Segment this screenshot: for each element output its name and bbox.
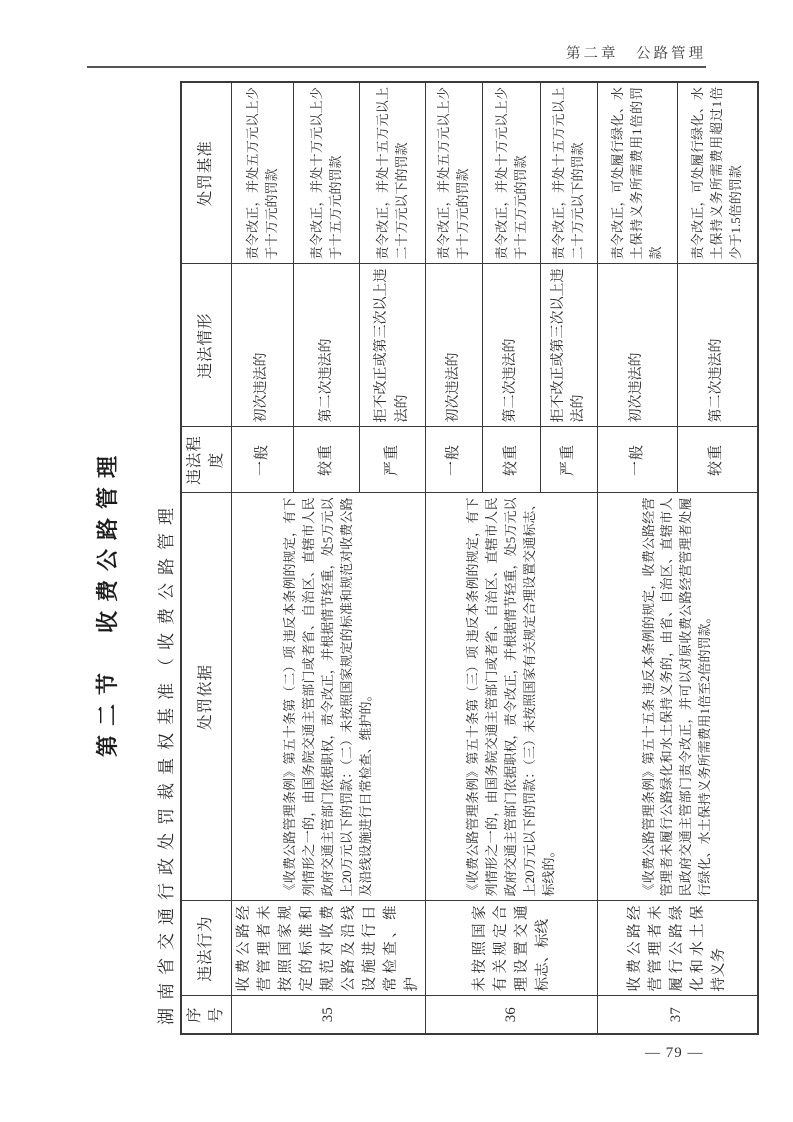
penalty-benchmark-table xyxy=(180,81,759,1035)
cell-degree: 较重 xyxy=(678,427,758,493)
cell-behavior-37: 收费公路经营管理者未履行公路绿化和水土保持义务 xyxy=(598,901,758,996)
col-header-no: 序号 xyxy=(181,996,231,1034)
cell-circumstance: 第二次违法的 xyxy=(678,264,758,427)
cell-degree: 严重 xyxy=(360,427,426,493)
cell-benchmark: 责令改正，并处十万元以上少于十五万元的罚款 xyxy=(483,82,541,264)
table-row xyxy=(231,82,293,1034)
cell-benchmark: 责令改正，并处十五万元以上二十万元以下的罚款 xyxy=(360,82,426,264)
cell-degree: 较重 xyxy=(294,427,360,493)
cell-circumstance: 初次违法的 xyxy=(598,264,678,427)
cell-basis-36: 《收费公路管理条例》第五十条第（三）项 违反本条例的规定，有下列情形之一的，由国务院交通主管部门或者省、自治区、直辖市人民政府交通主管部门依据职权，责令改正，并根据情节轻重，处5万元以上20万元以下的罚款：（三）未按照国家有关规定合理设置交通标志、标线的。 xyxy=(426,493,598,901)
cell-benchmark: 责令改正，并处十五万元以上二十万元以下的罚款 xyxy=(541,82,598,264)
cell-benchmark: 责令改正，可处履行绿化、水土保持义务所需费用超过1倍少于1.5倍的罚款 xyxy=(678,82,758,264)
cell-circumstance: 第二次违法的 xyxy=(294,264,360,427)
cell-no-35: 35 xyxy=(231,996,425,1034)
cell-benchmark: 责令改正，并处五万元以上少于十万元的罚款 xyxy=(426,82,483,264)
col-header-basis: 处罚依据 xyxy=(181,493,231,901)
header-rule xyxy=(87,66,706,68)
cell-circumstance: 初次违法的 xyxy=(231,264,293,427)
cell-benchmark: 责令改正，并处五万元以上少于十万元的罚款 xyxy=(231,82,293,264)
cell-benchmark: 责令改正，并处十万元以上少于十五万元的罚款 xyxy=(294,82,360,264)
cell-degree: 一般 xyxy=(598,427,678,493)
cell-circumstance: 拒不改正或第三次以上违法的 xyxy=(360,264,426,427)
table-header-row xyxy=(181,82,231,1034)
cell-degree: 严重 xyxy=(541,427,598,493)
table-caption: 湖南省交通行政处罚裁量权基准（收费公路管理 xyxy=(157,500,176,1025)
cell-no-36: 36 xyxy=(426,996,598,1034)
cell-no-37: 37 xyxy=(598,996,758,1034)
cell-benchmark: 责令改正，可处履行绿化、水土保持义务所需费用1倍的罚款 xyxy=(598,82,678,264)
col-header-benchmark: 处罚基准 xyxy=(181,82,231,264)
cell-behavior-35: 收费公路经营管理者未按照国家规定的标准和规范对收费公路及沿线设施进行日常检查、维护 xyxy=(231,901,425,996)
table-row xyxy=(426,82,483,1034)
penalty-table-rotated xyxy=(180,83,743,1035)
col-header-degree: 违法程度 xyxy=(181,427,231,493)
col-header-circumstance: 违法情形 xyxy=(181,264,231,427)
cell-circumstance: 第二次违法的 xyxy=(483,264,541,427)
cell-circumstance: 拒不改正或第三次以上违法的 xyxy=(541,264,598,427)
table-row xyxy=(598,82,678,1034)
cell-circumstance: 初次违法的 xyxy=(426,264,483,427)
cell-basis-35: 《收费公路管理条例》第五十条第（二）项 违反本条例的规定，有下列情形之一的，由国务院交通主管部门或者省、自治区、直辖市人民政府交通主管部门依据职权，责令改正，并根据情节轻重，处5万元以上20万元以下的罚款：（二）未按照国家规定的标准和规范对收费公路及沿线设施进行日常检查、维护的。 xyxy=(231,493,425,901)
page-number: — 79 — xyxy=(645,1045,704,1061)
col-header-behavior: 违法行为 xyxy=(181,901,231,996)
cell-degree: 一般 xyxy=(231,427,293,493)
cell-basis-37: 《收费公路管理条例》第五十五条 违反本条例的规定，收费公路经营管理者未履行公路绿化和水土保持义务的，由省、自治区、直辖市人民政府交通主管部门责令改正，并可以对原收费公路经营管理者处履行绿化、水土保持义务所需费用1倍至2倍的罚款。 xyxy=(598,493,758,901)
cell-behavior-36: 未按照国家有关规定合理设置交通标志、标线 xyxy=(426,901,598,996)
cell-degree: 较重 xyxy=(483,427,541,493)
section-title: 第二节 收费公路管理 xyxy=(95,446,120,757)
chapter-header: 第二章 公路管理 xyxy=(566,46,706,62)
cell-degree: 一般 xyxy=(426,427,483,493)
